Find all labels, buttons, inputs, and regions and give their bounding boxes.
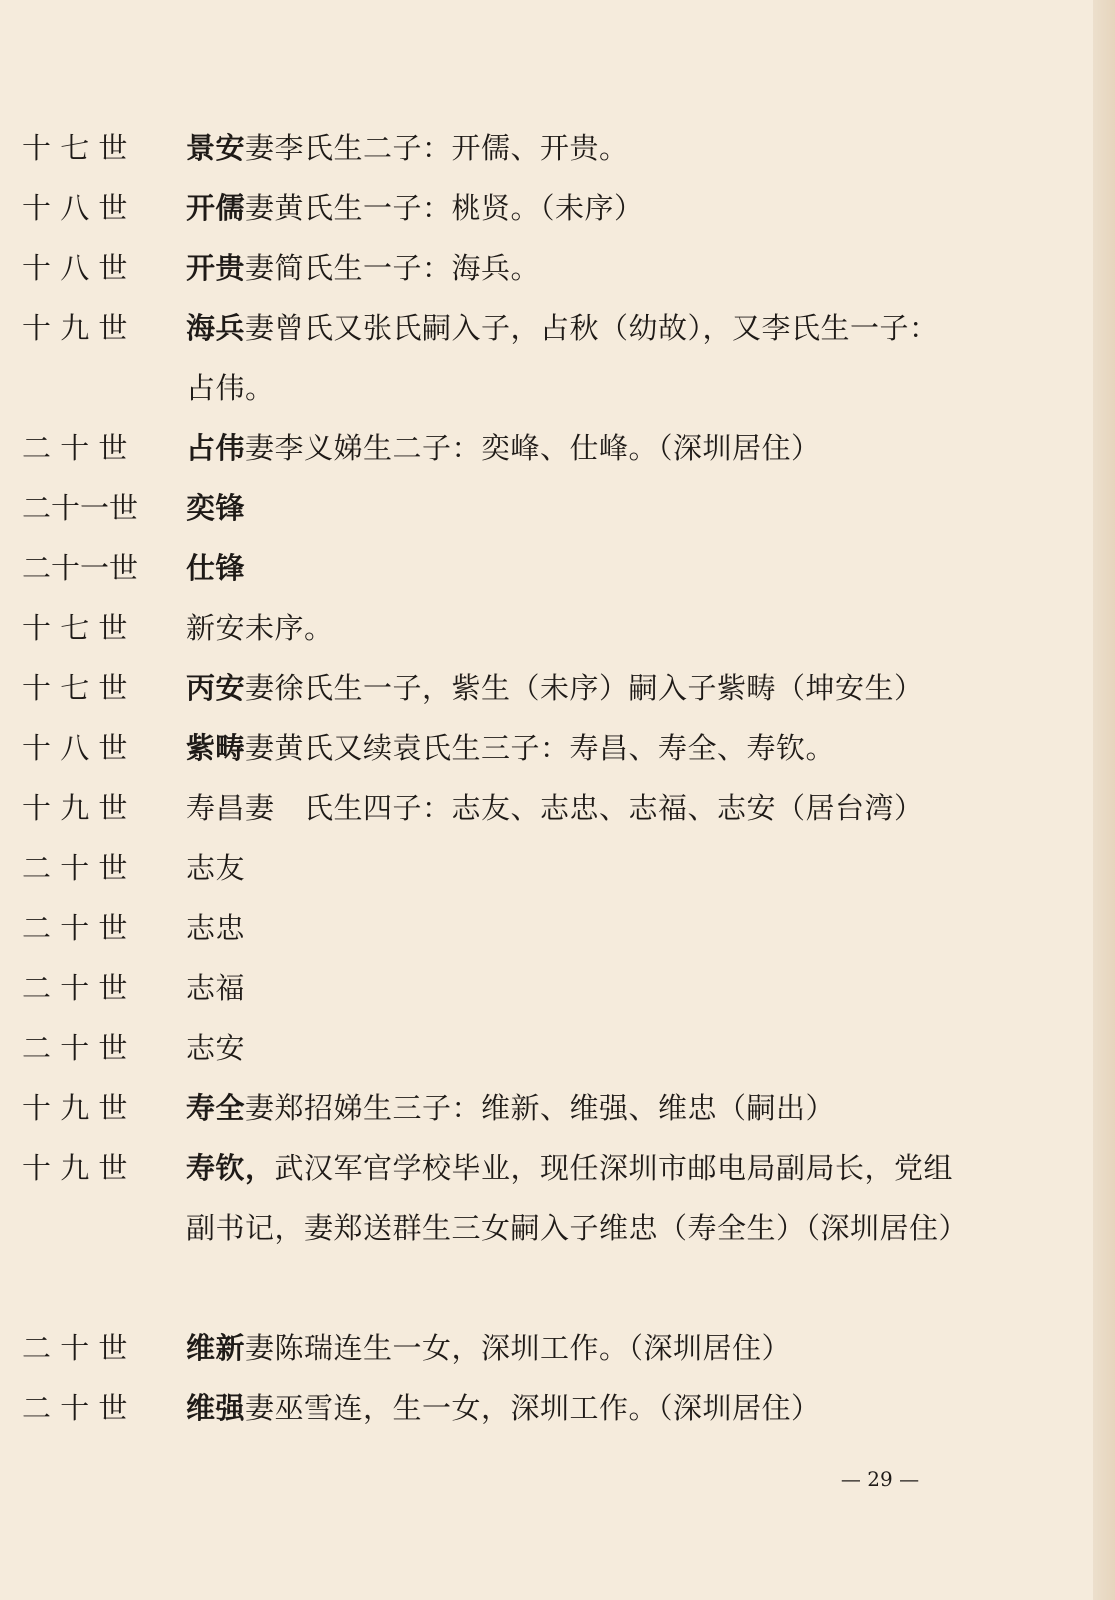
person-name: 仕锋 — [186, 551, 246, 585]
entry-text — [186, 1078, 956, 1138]
entry-text — [186, 1378, 956, 1438]
generation-label: 二 十 世 — [22, 911, 128, 945]
genealogy-entry — [0, 958, 1080, 1018]
person-name: 维强 — [186, 1391, 246, 1425]
entry-text — [186, 958, 956, 1018]
person-name: 奕锋 — [186, 491, 246, 525]
entry-description: 妻徐氏生一子，紫生（未序）嗣入子紫畴（坤安生） — [245, 671, 924, 705]
person-name: 维新 — [186, 1331, 246, 1365]
person-name: 景安 — [186, 131, 246, 165]
generation-label: 二十一世 — [22, 491, 139, 525]
entry-description: 志安 — [186, 1031, 246, 1065]
genealogy-entry — [0, 598, 1080, 658]
entry-text — [186, 538, 956, 598]
entry-description: 妻李氏生二子：开儒、开贵。 — [245, 131, 629, 165]
genealogy-entry — [0, 178, 1080, 238]
entry-text — [186, 418, 956, 478]
generation-label: 二 十 世 — [22, 1331, 128, 1365]
entry-description: 妻李义娣生二子：奕峰、仕峰。（深圳居住） — [245, 431, 821, 465]
entry-text — [186, 238, 956, 298]
entry-text — [186, 658, 956, 718]
entry-text — [186, 598, 956, 658]
entry-description: 妻黄氏又续袁氏生三子：寿昌、寿全、寿钦。 — [245, 731, 836, 765]
genealogy-entry — [0, 238, 1080, 298]
generation-label: 二 十 世 — [22, 431, 128, 465]
genealogy-entry — [0, 1318, 1080, 1378]
person-name: 占伟 — [186, 431, 246, 465]
entry-text — [186, 478, 956, 538]
entry-text — [186, 118, 956, 178]
entry-description: 志友 — [186, 851, 246, 885]
entry-description: 妻黄氏生一子：桃贤。（未序） — [245, 191, 644, 225]
entry-description: 妻陈瑞连生一女，深圳工作。（深圳居住） — [245, 1331, 792, 1365]
person-name: 寿全 — [186, 1091, 246, 1125]
entry-description: 志福 — [186, 971, 246, 1005]
entry-description: 志忠 — [186, 911, 246, 945]
entry-text — [186, 898, 956, 958]
genealogy-entry — [0, 1378, 1080, 1438]
entry-text — [186, 838, 956, 898]
entry-text — [186, 298, 956, 418]
generation-label: 十 九 世 — [22, 1091, 128, 1125]
genealogy-entry — [0, 898, 1080, 958]
entry-description: 新安未序。 — [186, 611, 334, 645]
entry-text — [186, 1318, 956, 1378]
generation-label: 二 十 世 — [22, 971, 128, 1005]
genealogy-entry — [0, 298, 1080, 418]
genealogy-entry — [0, 658, 1080, 718]
person-name: 寿钦， — [186, 1151, 275, 1185]
generation-label: 二十一世 — [22, 551, 139, 585]
generation-label: 十 八 世 — [22, 251, 128, 285]
genealogy-entry — [0, 538, 1080, 598]
genealogy-entry — [0, 1138, 1080, 1318]
person-name: 海兵 — [186, 311, 246, 345]
entry-description: 妻郑招娣生三子：维新、维强、维忠（嗣出） — [245, 1091, 836, 1125]
generation-label: 十 七 世 — [22, 611, 128, 645]
entry-text — [186, 718, 956, 778]
genealogy-entry — [0, 118, 1080, 178]
person-name: 紫畴 — [186, 731, 246, 765]
generation-label: 十 九 世 — [22, 791, 128, 825]
genealogy-entry — [0, 838, 1080, 898]
entry-description: 武汉军官学校毕业，现任深圳市邮电局副局长，党组副书记，妻郑送群生三女嗣入子维忠（寿全生）（深圳居住） — [186, 1151, 969, 1245]
entry-description: 妻巫雪连，生一女，深圳工作。（深圳居住） — [245, 1391, 821, 1425]
entry-description: 寿昌妻 氏生四子：志友、志忠、志福、志安（居台湾） — [186, 791, 924, 825]
genealogy-entry — [0, 478, 1080, 538]
entry-text — [186, 1138, 969, 1258]
person-name: 开儒 — [186, 191, 246, 225]
generation-label: 十 八 世 — [22, 191, 128, 225]
genealogy-entry — [0, 418, 1080, 478]
person-name: 丙安 — [186, 671, 246, 705]
generation-label: 二 十 世 — [22, 851, 128, 885]
generation-label: 十 九 世 — [22, 311, 128, 345]
entry-description: 妻简氏生一子：海兵。 — [245, 251, 541, 285]
genealogy-entry — [0, 1018, 1080, 1078]
genealogy-entry — [0, 718, 1080, 778]
generation-label: 十 七 世 — [22, 671, 128, 705]
person-name: 开贵 — [186, 251, 246, 285]
genealogy-entry — [0, 778, 1080, 838]
generation-label: 二 十 世 — [22, 1031, 128, 1065]
generation-label: 十 七 世 — [22, 131, 128, 165]
generation-label: 十 九 世 — [22, 1151, 128, 1185]
generation-label: 十 八 世 — [22, 731, 128, 765]
entry-text — [186, 178, 956, 238]
generation-label: 二 十 世 — [22, 1391, 128, 1425]
entry-text — [186, 778, 956, 838]
genealogy-entry — [0, 1078, 1080, 1138]
entry-description: 妻曾氏又张氏嗣入子，占秋（幼故），又李氏生一子：占伟。 — [186, 311, 939, 405]
entry-text — [186, 1018, 956, 1078]
page-number: — 29 — — [840, 1467, 920, 1491]
